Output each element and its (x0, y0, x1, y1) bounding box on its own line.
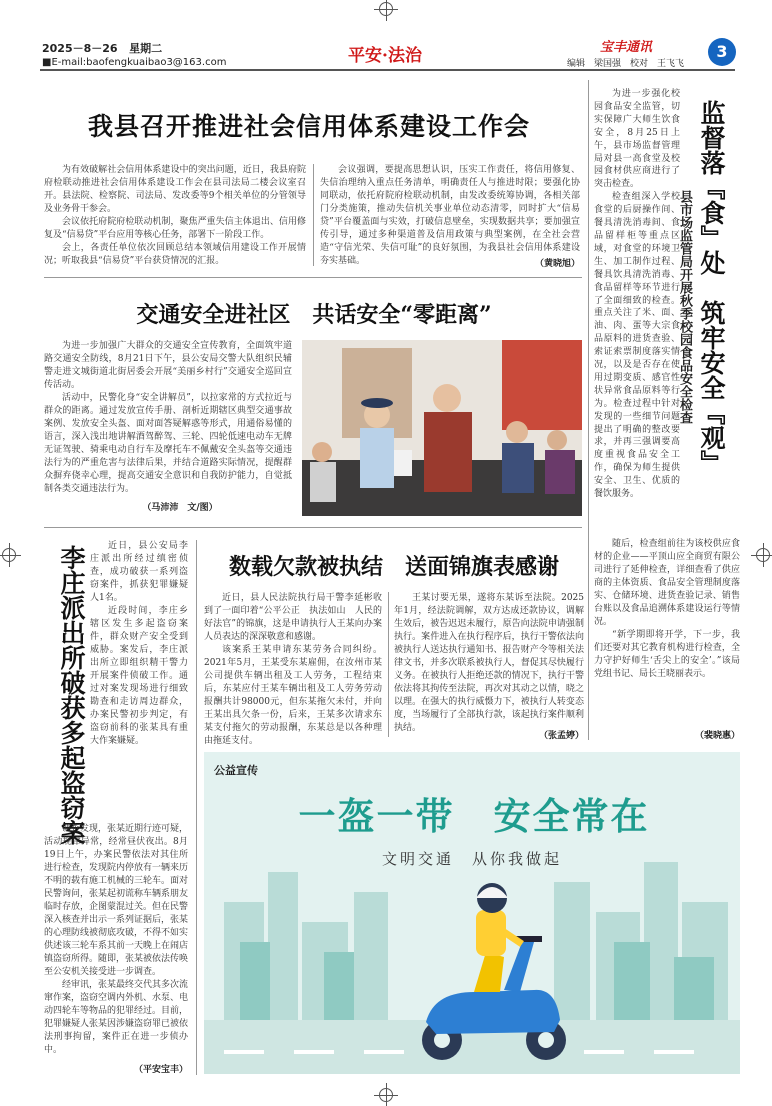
paragraph: 经审讯，张某最终交代其多次流窜作案，盗窃空调内外机、水泵、电动四轮车等物品的犯罪经过。目前，犯罪嫌疑人张某因涉嫌盗窃罪已被依法刑事拘留，案件正在进一步侦办中。 (44, 980, 189, 1055)
paragraph: 近段时间，李庄乡辖区发生多起盗窃案件，群众财产安全受到威胁。案发后，李庄派出所立即组织精干警力开展案件侦破工作。通过对案发现场进行细致勘查和走访周边群众，办案民警初步判定，有盗窃前科的张某具有重大作案嫌疑。 (90, 606, 188, 746)
community-photo (302, 340, 582, 516)
article-column (394, 592, 584, 735)
editor-credits: 编辑 梁国强 校对 王飞飞 (567, 59, 685, 69)
paragraph: 会上，各责任单位依次回顾总结本领域信用建设工作开展情况；听取我县“信易贷”平台获贷情况的汇报。 (44, 243, 306, 266)
public-service-ad (204, 752, 740, 1074)
paragraph: 该案系王某申请东某劳务合同纠纷。2021年5月，王某受东某雇佣，在汝州市某公司提供车辆出租及工人劳务，工程结束后，东某应付王某车辆出租及工人劳务劳动报酬共计98000元，但东某拖欠未付，并向王某出具欠条一份，后来，王某多次请求东某支付拖欠的劳动报酬，东某总是以各种理由拖延支付。 (204, 645, 382, 746)
section-title: 平安·法治 (348, 46, 422, 66)
article-credit: （马沛沛 文/图） (142, 503, 218, 513)
article-credit: （平安宝丰） (133, 1065, 188, 1075)
article-title: 李庄派出所破获多起盗窃案 (57, 545, 86, 845)
paragraph: 检查组深入学校食堂的后厨操作间、餐具清洗消毒间、食品留样柜等重点区域，对食堂的环境卫生、加工制作过程、餐具饮具清洗消毒、食品留样等环节进行了全面细致的检查。重点关注了米、面、油、肉、蛋等大宗食品原料的进货查验、索证索票制度落实情况，以及是否存在使用过期变质、感官性状异常食品原料等行为。检查过程中针对发现的一些细节问题提出了明确的整改要求，并再三强调要高度重视食品安全工作，确保为师生提供安全、卫生、优质的餐饮服务。 (594, 192, 680, 500)
article-column (594, 88, 680, 501)
ad-subtitle: 文明交通 从你我做起 (381, 850, 562, 868)
article-column (90, 540, 188, 748)
article-credit: （张孟婷） (538, 731, 584, 741)
paragraph: 近日，县人民法院执行局干警李延彬收到了一面印着“公平公正 执法如山 人民的好法官”的锦旗，这是申请执行人王某向办案人员表达的深深敬意和感谢。 (204, 593, 382, 642)
section-rule (44, 277, 582, 278)
paragraph: 近日，县公安局李庄派出所经过缜密侦查，成功破获一系列盗窃案件，抓获犯罪嫌疑人1名。 (90, 541, 188, 603)
paragraph: 会议强调，要提高思想认识，压实工作责任，将信用修复、失信治理纳入重点任务清单，明确责任人与推进时限；要强化协同联动，依托府院府检联动机制，由发改委统筹协调，各相关部门分类施策，推动失信机关事业单位动态清零，同时扩大“信易贷”平台覆盖面与实效，打破信息壁垒，实现数据共享；要加强宣传引导，通过多种渠道普及信用政策与典型案例，在全社会营造“守信光荣、失信可耻”的良好氛围，为我县社会信用体系建设夯实基础。 (320, 165, 580, 266)
page-number: 3 (708, 38, 736, 66)
paragraph: 为进一步强化校园食品安全监管，切实保障广大师生饮食安全，8月25日上午，县市场监督管理局对县一高食堂及校园食材供应商进行了突击检查。 (594, 89, 680, 190)
article-subtitle: 县市场监管局开展秋季校园食品安全检查 (677, 190, 692, 424)
ad-title: 一盔一带 安全常在 (298, 795, 650, 838)
column-divider (313, 164, 314, 266)
article-title: 交通安全进社区 共话安全“零距离” (136, 302, 492, 328)
crop-mark (379, 2, 393, 16)
photo-illustration (302, 340, 582, 516)
article-column (44, 164, 306, 268)
article-credit: （裴晓惠） (694, 731, 740, 741)
paragraph: 会议依托府院府检联动机制，聚焦严重失信主体退出、信用修复及“信易贷”平台应用等核心任务，部署下一阶段工作。 (44, 217, 306, 240)
paragraph: “新学期即将开学，下一步，我们还要对其它教育机构进行检查，全力守护好师生‘舌尖上的安全’。”该局党组书记、局长王晓丽表示。 (594, 630, 740, 679)
crop-mark (756, 548, 770, 562)
paragraph: 调查发现，张某近期行迹可疑，活动规律异常，经常昼伏夜出。8月19日上午，办案民警依法对其住所进行检查，发现院内停放有一辆来历不明的载有施工机械的三轮车。面对民警询问，张某起初谎称车辆系朋友临时存放，企图蒙混过关。但在民警深入核查并出示一系列证据后，张某的心理防线被彻底攻破，不得不如实供述该三轮车系其前一天晚上在闹店镇盗窃所得。随即，张某被依法传唤至公安机关接受进一步调查。 (44, 824, 189, 977)
article-title: 监督落『食』处 筑牢安全『观』 (697, 100, 726, 475)
article-column (44, 340, 292, 496)
paper-name: 宝丰通讯 (600, 40, 653, 55)
article-column (44, 823, 188, 1057)
column-divider (588, 80, 589, 740)
ad-label: 公益宣传 (214, 764, 258, 777)
article-title: 数载欠款被执结 送面锦旗表感谢 (228, 554, 559, 580)
crop-mark (2, 548, 16, 562)
column-divider (196, 540, 197, 1075)
paragraph: 随后，检查组前往为该校供应食材的企业——平顶山应全商贸有限公司进行了延伸检查，详细查看了供应商的主体资质、食品安全管理制度落实、仓储环境、进货查验记录、销售台账以及食品追溯体系建设运行等情况。 (594, 539, 740, 627)
section-rule (44, 527, 582, 528)
paragraph: 为有效破解社会信用体系建设中的突出问题，近日，我县府院府检联动推进社会信用体系建设工作会在县司法局二楼会议室召开。县法院、检察院、司法局、发改委等9个相关单位的分管领导及业务骨干参会。 (44, 165, 306, 214)
issue-date (42, 40, 162, 56)
header-rule (40, 69, 735, 71)
article-column (594, 538, 740, 681)
article-credit: （黄晓旭） (534, 259, 580, 269)
date: 2025－8－26 (42, 42, 118, 55)
column-divider (388, 592, 389, 737)
weekday: 星期二 (129, 42, 163, 55)
email: ■E-mail:baofengkuaibao3@163.com (42, 57, 227, 68)
article-column (204, 592, 382, 748)
paragraph: 活动中，民警化身“安全讲解员”，以拉家常的方式拉近与群众的距离。通过发放宣传手册、剖析近期辖区典型交通事故案例、发放安全头盔、面对面答疑解惑等形式，用通俗易懂的语言，深入浅出地讲解酒驾醉驾、三轮、四轮低速电动车无牌无证驾驶、骑乘电动自行车及摩托车不佩戴安全头盔等交通违法行为的严重危害与法律后果，并结合道路实际情况，提醒群众摒弃侥幸心理，提高交通安全意识和自我防护能力，自觉抵制各类交通违法行为。 (44, 393, 292, 494)
paragraph: 为进一步加强广大群众的交通安全宣传教育，全面筑牢道路交通安全防线，8月21日下午，县公安局交警大队组织民辅警走进文城街道北街居委会开展“美丽乡村行”交通安全巡回宣传活动。 (44, 341, 292, 390)
article-title: 我县召开推进社会信用体系建设工作会 (87, 112, 530, 141)
crop-mark (379, 1088, 393, 1102)
paragraph: 王某讨要无果，遂将东某诉至法院。2025年1月，经法院调解，双方达成还款协议，调解生效后，被告迟迟未履行，原告向法院申请强制执行。案件进入在执行程序后，执行干警依法向被执行人送达执行通知书、报告财产令等相关法律文书，并多次联系被执行人，督促其尽快履行义务。在被执行人拒绝还款的情况下，执行干警依法将其拘传至法院，再次对其动之以情，晓之以理。在强大的执行威慑力下，被执行人转变态度，当场履行了全部执行款，该起执行案件顺利执结。 (394, 593, 584, 733)
article-column (320, 164, 580, 268)
